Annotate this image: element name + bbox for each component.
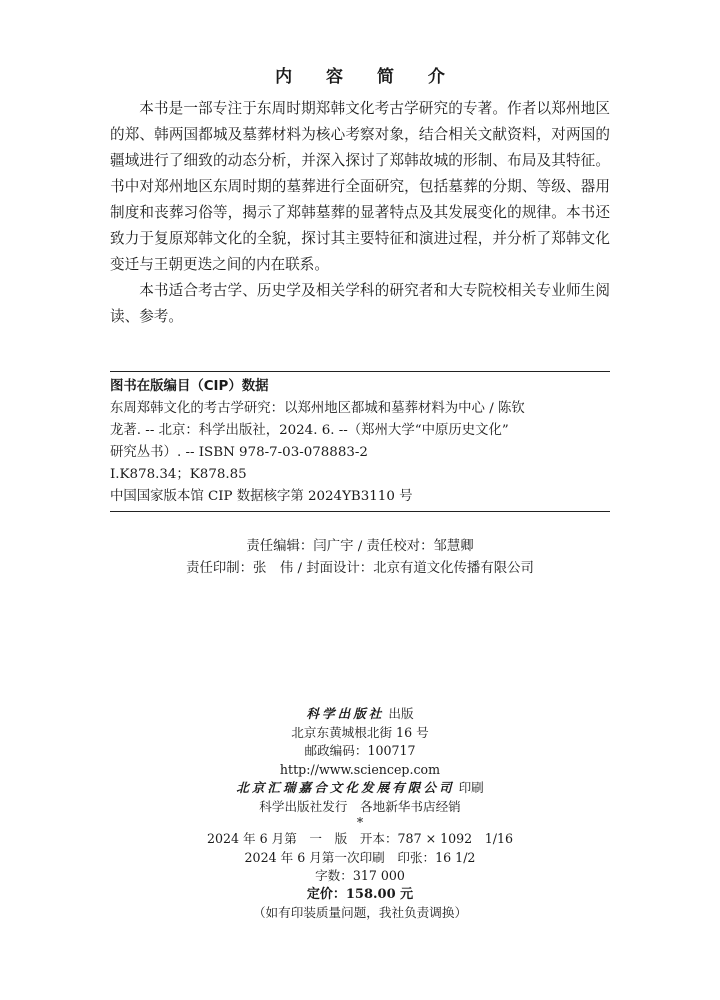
printer-name: 北京汇瑞嘉合文化发展有限公司 [236, 780, 455, 795]
imprint-block [0, 705, 720, 923]
publisher-line [0, 705, 720, 724]
intro-title: 内 容 简 介 [275, 67, 459, 87]
intro-text [110, 96, 610, 330]
quality-notice: （如有印装质量问题，我社负责调换） [252, 905, 468, 920]
cip-line-1: 东周郑韩文化的考古学研究：以郑州地区都城和墓葬材料为中心 / 陈钦 [110, 401, 525, 416]
price: 定价：158.00 元 [306, 886, 414, 902]
cip-record-number: 中国国家版本馆 CIP 数据核字第 2024YB3110 号 [110, 489, 413, 504]
publisher-suffix: 出版 [388, 706, 414, 721]
postcode: 邮政编码：100717 [304, 743, 416, 758]
staff-line-2: 责任印制：张 伟 / 封面设计：北京有道文化传播有限公司 [186, 561, 534, 576]
edition-info: 2024 年 6 月第 一 版 开本：787 × 1092 1/16 [206, 831, 514, 846]
publisher-name: 科学出版社 [306, 706, 385, 721]
intro-paragraph-2: 本书适合考古学、历史学及相关学科的研究者和大专院校相关专业师生阅读、参考。 [110, 282, 610, 325]
distribution: 科学出版社发行 各地新华书店经销 [259, 798, 461, 814]
cip-heading: 图书在版编目（CIP）数据 [110, 379, 269, 394]
intro-paragraph-1: 本书是一部专注于东周时期郑韩文化考古学研究的专著。作者以郑州地区的郑、韩两国都城及墓葬材料为核心考察对象，结合相关文献资料，对两国的疆域进行了细致的动态分析，并深入探讨了郑韩故城的形制、布局及其特征。书中对郑州地区东周时期的墓葬进行全面研究，包括墓葬的分期、等级、器用制度和丧葬习俗等，揭示了郑韩墓葬的显著特点及其发展变化的规律。本书还致力于复原郑韩文化的全貌，探讨其主要特征和演进过程，并分析了郑韩文化变迁与王朝更迭之间的内在联系。 [110, 100, 610, 273]
cip-classification: Ⅰ.K878.34；K878.85 [110, 467, 247, 482]
cip-line-2: 龙著. -- 北京：科学出版社，2024. 6. --（郑州大学“中原历史文化” [110, 423, 509, 438]
cip-line-3: 研究丛书）. -- ISBN 978-7-03-078883-2 [110, 445, 368, 460]
printing-info: 2024 年 6 月第一次印刷 印张：16 1/2 [244, 849, 476, 865]
separator-asterisk: * [356, 815, 364, 830]
staff-line-1: 责任编辑：闫广宇 / 责任校对：邹慧卿 [246, 539, 474, 554]
printer-line [0, 779, 720, 798]
publisher-url: http://www.sciencep.com [279, 761, 441, 777]
printer-suffix: 印刷 [458, 780, 484, 795]
cip-data-block [110, 371, 610, 512]
word-count: 字数：317 000 [315, 868, 405, 883]
staff-credits [110, 536, 610, 580]
publisher-address: 北京东黄城根北街 16 号 [291, 724, 429, 740]
